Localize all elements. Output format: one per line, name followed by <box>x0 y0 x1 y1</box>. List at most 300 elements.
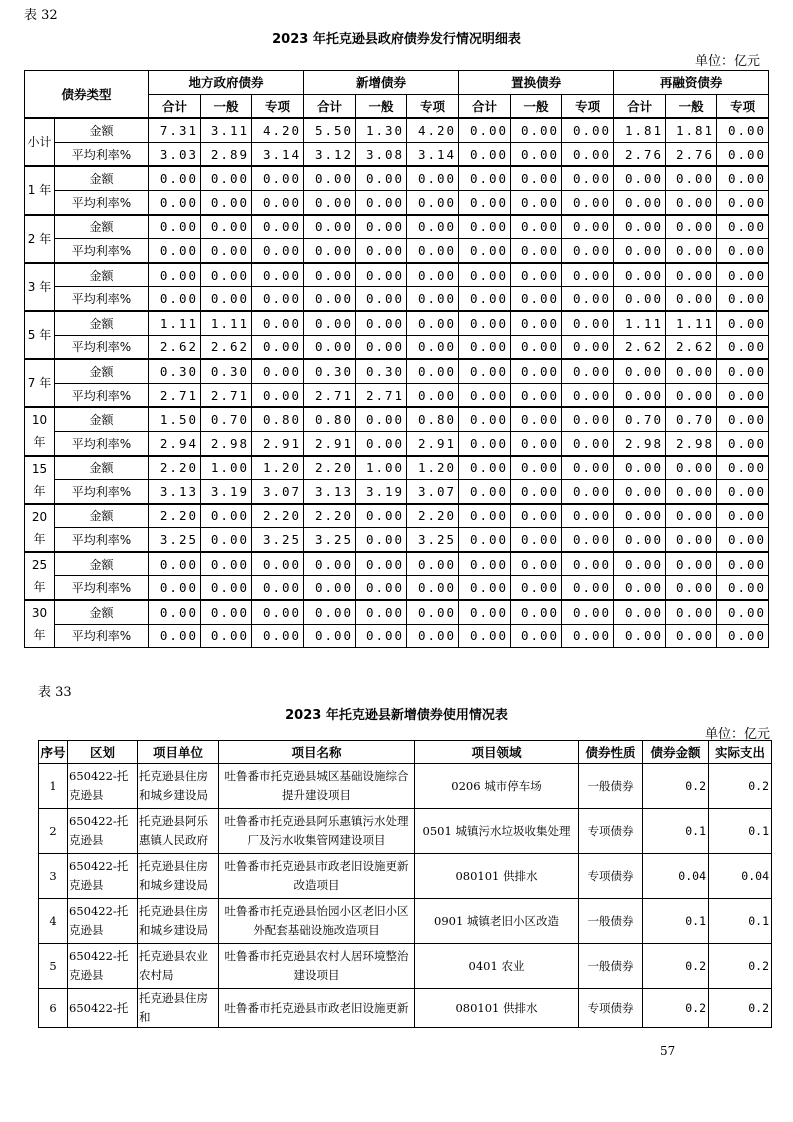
table33-cell-field: 0901 城镇老旧小区改造 <box>415 899 579 944</box>
table32-metric-cell: 平均利率% <box>55 431 149 455</box>
table32-value-cell: 4.20 <box>407 118 459 142</box>
table32-value-cell: 1.00 <box>356 456 407 480</box>
table33-cell-unit: 托克逊县农业农村局 <box>138 944 219 989</box>
table32-value-cell: 0.00 <box>511 359 562 383</box>
table33-cell-no: 4 <box>39 899 68 944</box>
table32-value-cell: 0.00 <box>459 118 511 142</box>
table32-value-cell: 0.00 <box>666 383 717 407</box>
table32-value-cell: 1.11 <box>614 311 666 335</box>
table32-sub-header: 专项 <box>562 94 614 118</box>
table32-value-cell: 2.98 <box>201 431 252 455</box>
table32-value-cell: 0.00 <box>149 215 201 239</box>
table32-value-cell: 1.11 <box>149 311 201 335</box>
table33-cell-field: 0206 城市停车场 <box>415 764 579 809</box>
table32-value-cell: 0.00 <box>614 480 666 504</box>
table32-value-cell: 0.00 <box>562 190 614 214</box>
table32-value-cell: 0.00 <box>717 504 769 528</box>
table33-cell-type: 专项债券 <box>579 809 643 854</box>
table33-cell-no: 3 <box>39 854 68 899</box>
table32-value-cell: 0.00 <box>614 263 666 287</box>
table32-value-cell: 0.00 <box>252 383 304 407</box>
table32-value-cell: 0.00 <box>511 624 562 648</box>
table32-value-cell: 0.00 <box>511 239 562 263</box>
table32-value-cell: 0.00 <box>717 142 769 166</box>
table32-value-cell: 0.00 <box>459 624 511 648</box>
table32-group-header: 地方政府债券 <box>149 71 304 95</box>
table32-value-cell: 2.76 <box>614 142 666 166</box>
table32-value-cell: 0.00 <box>407 576 459 600</box>
table32-value-cell: 0.00 <box>511 576 562 600</box>
table32-value-cell: 0.00 <box>459 528 511 552</box>
table32-value-cell: 0.00 <box>252 576 304 600</box>
table32-value-cell: 0.00 <box>304 263 356 287</box>
table32-value-cell: 0.00 <box>304 624 356 648</box>
table32-value-cell: 0.00 <box>511 552 562 576</box>
table32-value-cell: 0.00 <box>149 600 201 624</box>
table32-value-cell: 0.00 <box>201 624 252 648</box>
table32-value-cell: 2.98 <box>666 431 717 455</box>
table32-value-cell: 0.00 <box>717 239 769 263</box>
table32-row <box>25 456 769 480</box>
table32-value-cell: 3.07 <box>407 480 459 504</box>
table32-value-cell: 0.00 <box>614 166 666 190</box>
table32-value-cell: 0.00 <box>252 190 304 214</box>
table32-value-cell: 0.00 <box>356 552 407 576</box>
table32-value-cell: 0.00 <box>562 407 614 431</box>
table32-value-cell: 0.00 <box>666 263 717 287</box>
table32-value-cell: 0.00 <box>666 576 717 600</box>
table32-value-cell: 0.00 <box>562 456 614 480</box>
table32-value-cell: 0.00 <box>562 239 614 263</box>
table33-cell-region: 650422-托 <box>68 989 138 1028</box>
table32-value-cell: 0.00 <box>149 552 201 576</box>
table33-cell-name: 吐鲁番市托克逊县城区基础设施综合提升建设项目 <box>219 764 415 809</box>
table32-value-cell: 0.70 <box>666 407 717 431</box>
table32-value-cell: 0.00 <box>252 215 304 239</box>
table33-row <box>39 944 772 989</box>
table32-value-cell: 3.13 <box>304 480 356 504</box>
table32-value-cell: 0.00 <box>666 215 717 239</box>
table32-row <box>25 504 769 528</box>
table32-term-cell: 5 年 <box>25 311 55 359</box>
table32-value-cell: 0.00 <box>562 624 614 648</box>
table32-sub-header: 合计 <box>459 94 511 118</box>
table32-value-cell: 0.00 <box>201 190 252 214</box>
table33-cell-no: 6 <box>39 989 68 1028</box>
table33-header: 项目领域 <box>415 741 579 764</box>
table32-value-cell: 0.00 <box>562 263 614 287</box>
table32-value-cell: 0.00 <box>407 215 459 239</box>
table32-value-cell: 2.71 <box>356 383 407 407</box>
table32-value-cell: 0.00 <box>717 190 769 214</box>
table33-header: 债券性质 <box>579 741 643 764</box>
table32-value-cell: 0.00 <box>459 480 511 504</box>
table32-value-cell: 0.00 <box>304 190 356 214</box>
table32-value-cell: 0.00 <box>717 624 769 648</box>
table32-value-cell: 0.00 <box>562 600 614 624</box>
table32-value-cell: 0.80 <box>304 407 356 431</box>
table32-value-cell: 0.00 <box>252 287 304 311</box>
table32-value-cell: 0.00 <box>356 263 407 287</box>
table32-value-cell: 0.00 <box>407 166 459 190</box>
table32-row <box>25 383 769 407</box>
table33-cell-region: 650422-托克逊县 <box>68 809 138 854</box>
table32-term-cell: 20 年 <box>25 504 55 552</box>
table32-value-cell: 0.00 <box>201 263 252 287</box>
table32 <box>24 70 769 648</box>
table32-value-cell: 0.00 <box>511 118 562 142</box>
table32-value-cell: 0.00 <box>356 215 407 239</box>
table32-value-cell: 3.07 <box>252 480 304 504</box>
table32-value-cell: 3.25 <box>149 528 201 552</box>
table32-value-cell: 2.20 <box>149 456 201 480</box>
table32-value-cell: 0.00 <box>717 431 769 455</box>
table32-term-cell: 3 年 <box>25 263 55 311</box>
table32-row <box>25 431 769 455</box>
table32-value-cell: 0.00 <box>149 263 201 287</box>
table33-cell-field: 080101 供排水 <box>415 989 579 1028</box>
table32-value-cell: 3.14 <box>252 142 304 166</box>
table32-row <box>25 407 769 431</box>
table32-value-cell: 0.00 <box>149 190 201 214</box>
table33 <box>38 740 772 1028</box>
table32-value-cell: 0.00 <box>614 552 666 576</box>
table32-metric-cell: 平均利率% <box>55 142 149 166</box>
table32-value-cell: 0.00 <box>252 335 304 359</box>
table32-value-cell: 0.00 <box>562 215 614 239</box>
table33-cell-no: 1 <box>39 764 68 809</box>
table32-value-cell: 0.00 <box>562 142 614 166</box>
table32-metric-cell: 平均利率% <box>55 287 149 311</box>
table32-value-cell: 2.76 <box>666 142 717 166</box>
table32-value-cell: 0.00 <box>356 287 407 311</box>
table33-cell-field: 0501 城镇污水垃圾收集处理 <box>415 809 579 854</box>
table32-row <box>25 335 769 359</box>
table32-value-cell: 0.00 <box>459 383 511 407</box>
table32-value-cell: 0.00 <box>252 239 304 263</box>
table32-value-cell: 0.00 <box>666 480 717 504</box>
table32-value-cell: 0.00 <box>459 335 511 359</box>
table32-value-cell: 0.00 <box>304 576 356 600</box>
table33-header: 实际支出 <box>709 741 772 764</box>
table32-value-cell: 0.00 <box>304 215 356 239</box>
table33-header: 序号 <box>39 741 68 764</box>
table32-value-cell: 2.20 <box>407 504 459 528</box>
table33-cell-spent: 0.1 <box>709 899 772 944</box>
table32-corner-header: 债券类型 <box>25 71 149 119</box>
table32-value-cell: 1.81 <box>614 118 666 142</box>
table32-value-cell: 0.00 <box>562 552 614 576</box>
table32-metric-cell: 金额 <box>55 311 149 335</box>
table32-value-cell: 2.62 <box>201 335 252 359</box>
table32-value-cell: 0.00 <box>511 383 562 407</box>
table32-term-cell: 7 年 <box>25 359 55 407</box>
table32-value-cell: 0.80 <box>407 407 459 431</box>
table32-value-cell: 0.00 <box>717 359 769 383</box>
table32-sub-header: 一般 <box>201 94 252 118</box>
table33-cell-amount: 0.04 <box>643 854 709 899</box>
table32-value-cell: 0.00 <box>614 504 666 528</box>
table33-cell-name: 吐鲁番市托克逊县怡园小区老旧小区外配套基础设施改造项目 <box>219 899 415 944</box>
table33-cell-name: 吐鲁番市托克逊县市政老旧设施更新改造项目 <box>219 854 415 899</box>
table32-value-cell: 0.00 <box>511 480 562 504</box>
table32-value-cell: 0.00 <box>304 239 356 263</box>
table32-value-cell: 0.00 <box>356 407 407 431</box>
table32-metric-cell: 金额 <box>55 215 149 239</box>
table32-value-cell: 0.00 <box>459 431 511 455</box>
table32-value-cell: 0.00 <box>304 335 356 359</box>
table32-metric-cell: 平均利率% <box>55 576 149 600</box>
table33-header: 区划 <box>68 741 138 764</box>
table32-value-cell: 0.00 <box>562 576 614 600</box>
table32-metric-cell: 金额 <box>55 118 149 142</box>
table32-value-cell: 0.00 <box>666 504 717 528</box>
table32-value-cell: 0.00 <box>666 359 717 383</box>
table33-cell-amount: 0.1 <box>643 899 709 944</box>
table32-value-cell: 0.00 <box>614 190 666 214</box>
table32-value-cell: 2.71 <box>201 383 252 407</box>
table32-value-cell: 0.00 <box>356 504 407 528</box>
table33-cell-spent: 0.1 <box>709 809 772 854</box>
table32-group-header: 再融资债券 <box>614 71 769 95</box>
table32-value-cell: 0.30 <box>304 359 356 383</box>
table32-term-cell: 2 年 <box>25 215 55 263</box>
table32-row <box>25 118 769 142</box>
table32-row <box>25 263 769 287</box>
table32-metric-cell: 金额 <box>55 359 149 383</box>
table32-value-cell: 2.62 <box>149 335 201 359</box>
table32-value-cell: 0.00 <box>356 600 407 624</box>
table32-value-cell: 0.00 <box>304 600 356 624</box>
table32-value-cell: 0.00 <box>304 287 356 311</box>
table32-value-cell: 2.20 <box>149 504 201 528</box>
table32-value-cell: 0.00 <box>511 431 562 455</box>
table32-value-cell: 0.00 <box>356 190 407 214</box>
table32-value-cell: 2.91 <box>304 431 356 455</box>
table33-row <box>39 854 772 899</box>
table32-row <box>25 600 769 624</box>
table32-value-cell: 0.00 <box>717 576 769 600</box>
table32-value-cell: 1.00 <box>201 456 252 480</box>
table32-metric-cell: 平均利率% <box>55 624 149 648</box>
table32-value-cell: 0.00 <box>666 528 717 552</box>
table32-sub-header: 一般 <box>356 94 407 118</box>
table32-value-cell: 0.00 <box>511 190 562 214</box>
table32-value-cell: 1.20 <box>252 456 304 480</box>
table32-metric-cell: 金额 <box>55 552 149 576</box>
table33-cell-amount: 0.1 <box>643 809 709 854</box>
table32-value-cell: 0.00 <box>717 118 769 142</box>
table32-value-cell: 0.00 <box>562 431 614 455</box>
table33-cell-unit: 托克逊县住房和 <box>138 989 219 1028</box>
table32-value-cell: 0.00 <box>407 359 459 383</box>
table33-header: 项目单位 <box>138 741 219 764</box>
table32-metric-cell: 金额 <box>55 407 149 431</box>
table33-cell-name: 吐鲁番市托克逊县农村人居环境整治建设项目 <box>219 944 415 989</box>
table32-value-cell: 3.13 <box>149 480 201 504</box>
table32-value-cell: 0.00 <box>614 528 666 552</box>
table32-value-cell: 2.89 <box>201 142 252 166</box>
table32-value-cell: 1.11 <box>201 311 252 335</box>
table32-value-cell: 0.00 <box>614 287 666 311</box>
table32-value-cell: 0.00 <box>511 166 562 190</box>
table32-row <box>25 528 769 552</box>
table32-value-cell: 0.00 <box>304 311 356 335</box>
table32-term-cell: 小计 <box>25 118 55 166</box>
table32-value-cell: 0.00 <box>717 552 769 576</box>
table32-row <box>25 239 769 263</box>
table32-value-cell: 0.00 <box>459 576 511 600</box>
table32-value-cell: 2.62 <box>666 335 717 359</box>
table32-value-cell: 0.00 <box>304 166 356 190</box>
table32-value-cell: 0.00 <box>407 624 459 648</box>
table32-value-cell: 0.00 <box>459 239 511 263</box>
table32-value-cell: 0.00 <box>252 263 304 287</box>
table32-value-cell: 0.80 <box>252 407 304 431</box>
table33-cell-unit: 托克逊县住房和城乡建设局 <box>138 764 219 809</box>
table32-value-cell: 1.81 <box>666 118 717 142</box>
table32-value-cell: 0.00 <box>459 142 511 166</box>
table32-metric-cell: 金额 <box>55 263 149 287</box>
table32-value-cell: 0.00 <box>201 600 252 624</box>
table32-value-cell: 0.00 <box>407 239 459 263</box>
table32-value-cell: 0.00 <box>562 118 614 142</box>
table32-value-cell: 0.00 <box>666 166 717 190</box>
table32-value-cell: 0.00 <box>252 624 304 648</box>
table32-value-cell: 0.00 <box>511 407 562 431</box>
table32-value-cell: 0.00 <box>201 166 252 190</box>
table32-value-cell: 0.00 <box>562 359 614 383</box>
table33-cell-no: 2 <box>39 809 68 854</box>
table32-value-cell: 0.00 <box>717 287 769 311</box>
table32-value-cell: 2.20 <box>304 456 356 480</box>
table32-value-cell: 1.50 <box>149 407 201 431</box>
table32-sub-header: 合计 <box>304 94 356 118</box>
table32-value-cell: 0.00 <box>356 239 407 263</box>
table32-value-cell: 0.30 <box>149 359 201 383</box>
table32-value-cell: 0.00 <box>201 528 252 552</box>
table32-row <box>25 480 769 504</box>
table32-value-cell: 0.00 <box>252 166 304 190</box>
table32-metric-cell: 金额 <box>55 504 149 528</box>
table32-term-cell: 30 年 <box>25 600 55 648</box>
table32-value-cell: 0.00 <box>666 456 717 480</box>
table33-cell-no: 5 <box>39 944 68 989</box>
table32-value-cell: 0.00 <box>459 552 511 576</box>
table32-row <box>25 552 769 576</box>
table32-metric-cell: 金额 <box>55 456 149 480</box>
table32-value-cell: 2.94 <box>149 431 201 455</box>
table32-value-cell: 0.00 <box>562 528 614 552</box>
table32-value-cell: 0.00 <box>717 263 769 287</box>
table32-row <box>25 576 769 600</box>
table32-metric-cell: 平均利率% <box>55 528 149 552</box>
table32-value-cell: 2.20 <box>304 504 356 528</box>
table33-row <box>39 989 772 1028</box>
table33-cell-region: 650422-托克逊县 <box>68 899 138 944</box>
table32-sub-header: 一般 <box>666 94 717 118</box>
table32-value-cell: 0.00 <box>614 215 666 239</box>
table33-header: 债券金额 <box>643 741 709 764</box>
table32-metric-cell: 平均利率% <box>55 383 149 407</box>
table32-value-cell: 0.00 <box>252 311 304 335</box>
table32-value-cell: 0.00 <box>562 311 614 335</box>
table32-sub-header: 合计 <box>614 94 666 118</box>
table32-value-cell: 0.00 <box>459 287 511 311</box>
table32-unit: 单位：亿元 <box>695 54 761 69</box>
table32-value-cell: 3.14 <box>407 142 459 166</box>
table32-value-cell: 0.00 <box>459 359 511 383</box>
table32-value-cell: 0.00 <box>459 456 511 480</box>
table32-value-cell: 0.00 <box>149 287 201 311</box>
table32-value-cell: 0.00 <box>666 552 717 576</box>
table32-term-cell: 15 年 <box>25 456 55 504</box>
table33-cell-spent: 0.2 <box>709 764 772 809</box>
table32-value-cell: 0.00 <box>511 504 562 528</box>
table32-value-cell: 0.00 <box>201 552 252 576</box>
table32-term-cell: 1 年 <box>25 166 55 214</box>
table32-value-cell: 0.00 <box>407 263 459 287</box>
table32-value-cell: 0.00 <box>717 456 769 480</box>
table33-label: 表 33 <box>38 685 72 700</box>
table33-cell-type: 一般债券 <box>579 764 643 809</box>
table32-value-cell: 0.00 <box>201 576 252 600</box>
table32-value-cell: 7.31 <box>149 118 201 142</box>
table32-value-cell: 0.00 <box>666 287 717 311</box>
table32-value-cell: 0.00 <box>459 263 511 287</box>
table32-value-cell: 0.00 <box>614 383 666 407</box>
table32-value-cell: 0.00 <box>407 190 459 214</box>
table33-cell-amount: 0.2 <box>643 764 709 809</box>
table32-value-cell: 0.00 <box>562 383 614 407</box>
table32-row <box>25 624 769 648</box>
table33-cell-region: 650422-托克逊县 <box>68 944 138 989</box>
table32-metric-cell: 金额 <box>55 166 149 190</box>
table32-value-cell: 0.00 <box>459 600 511 624</box>
table33-cell-field: 0401 农业 <box>415 944 579 989</box>
table32-metric-cell: 平均利率% <box>55 480 149 504</box>
table32-value-cell: 0.00 <box>511 263 562 287</box>
table33-cell-spent: 0.2 <box>709 989 772 1028</box>
table32-value-cell: 0.00 <box>356 528 407 552</box>
table32-value-cell: 2.98 <box>614 431 666 455</box>
table32-value-cell: 0.00 <box>717 383 769 407</box>
table33-cell-field: 080101 供排水 <box>415 854 579 899</box>
table32-value-cell: 0.00 <box>717 335 769 359</box>
table33-row <box>39 809 772 854</box>
table32-value-cell: 3.25 <box>252 528 304 552</box>
table32-value-cell: 2.91 <box>407 431 459 455</box>
table32-title: 2023 年托克逊县政府债券发行情况明细表 <box>272 32 521 47</box>
table32-value-cell: 4.20 <box>252 118 304 142</box>
table32-value-cell: 0.00 <box>252 600 304 624</box>
table32-value-cell: 0.00 <box>149 239 201 263</box>
table33-cell-spent: 0.04 <box>709 854 772 899</box>
table32-value-cell: 0.00 <box>511 600 562 624</box>
table32-row <box>25 311 769 335</box>
table32-value-cell: 0.00 <box>201 239 252 263</box>
table32-value-cell: 5.50 <box>304 118 356 142</box>
table32-value-cell: 3.12 <box>304 142 356 166</box>
table32-value-cell: 1.11 <box>666 311 717 335</box>
table32-metric-cell: 平均利率% <box>55 335 149 359</box>
table32-value-cell: 0.00 <box>614 239 666 263</box>
table32-value-cell: 0.00 <box>356 311 407 335</box>
table32-value-cell: 0.00 <box>356 624 407 648</box>
table32-value-cell: 3.11 <box>201 118 252 142</box>
table33-cell-name: 吐鲁番市托克逊县市政老旧设施更新 <box>219 989 415 1028</box>
table32-row <box>25 166 769 190</box>
